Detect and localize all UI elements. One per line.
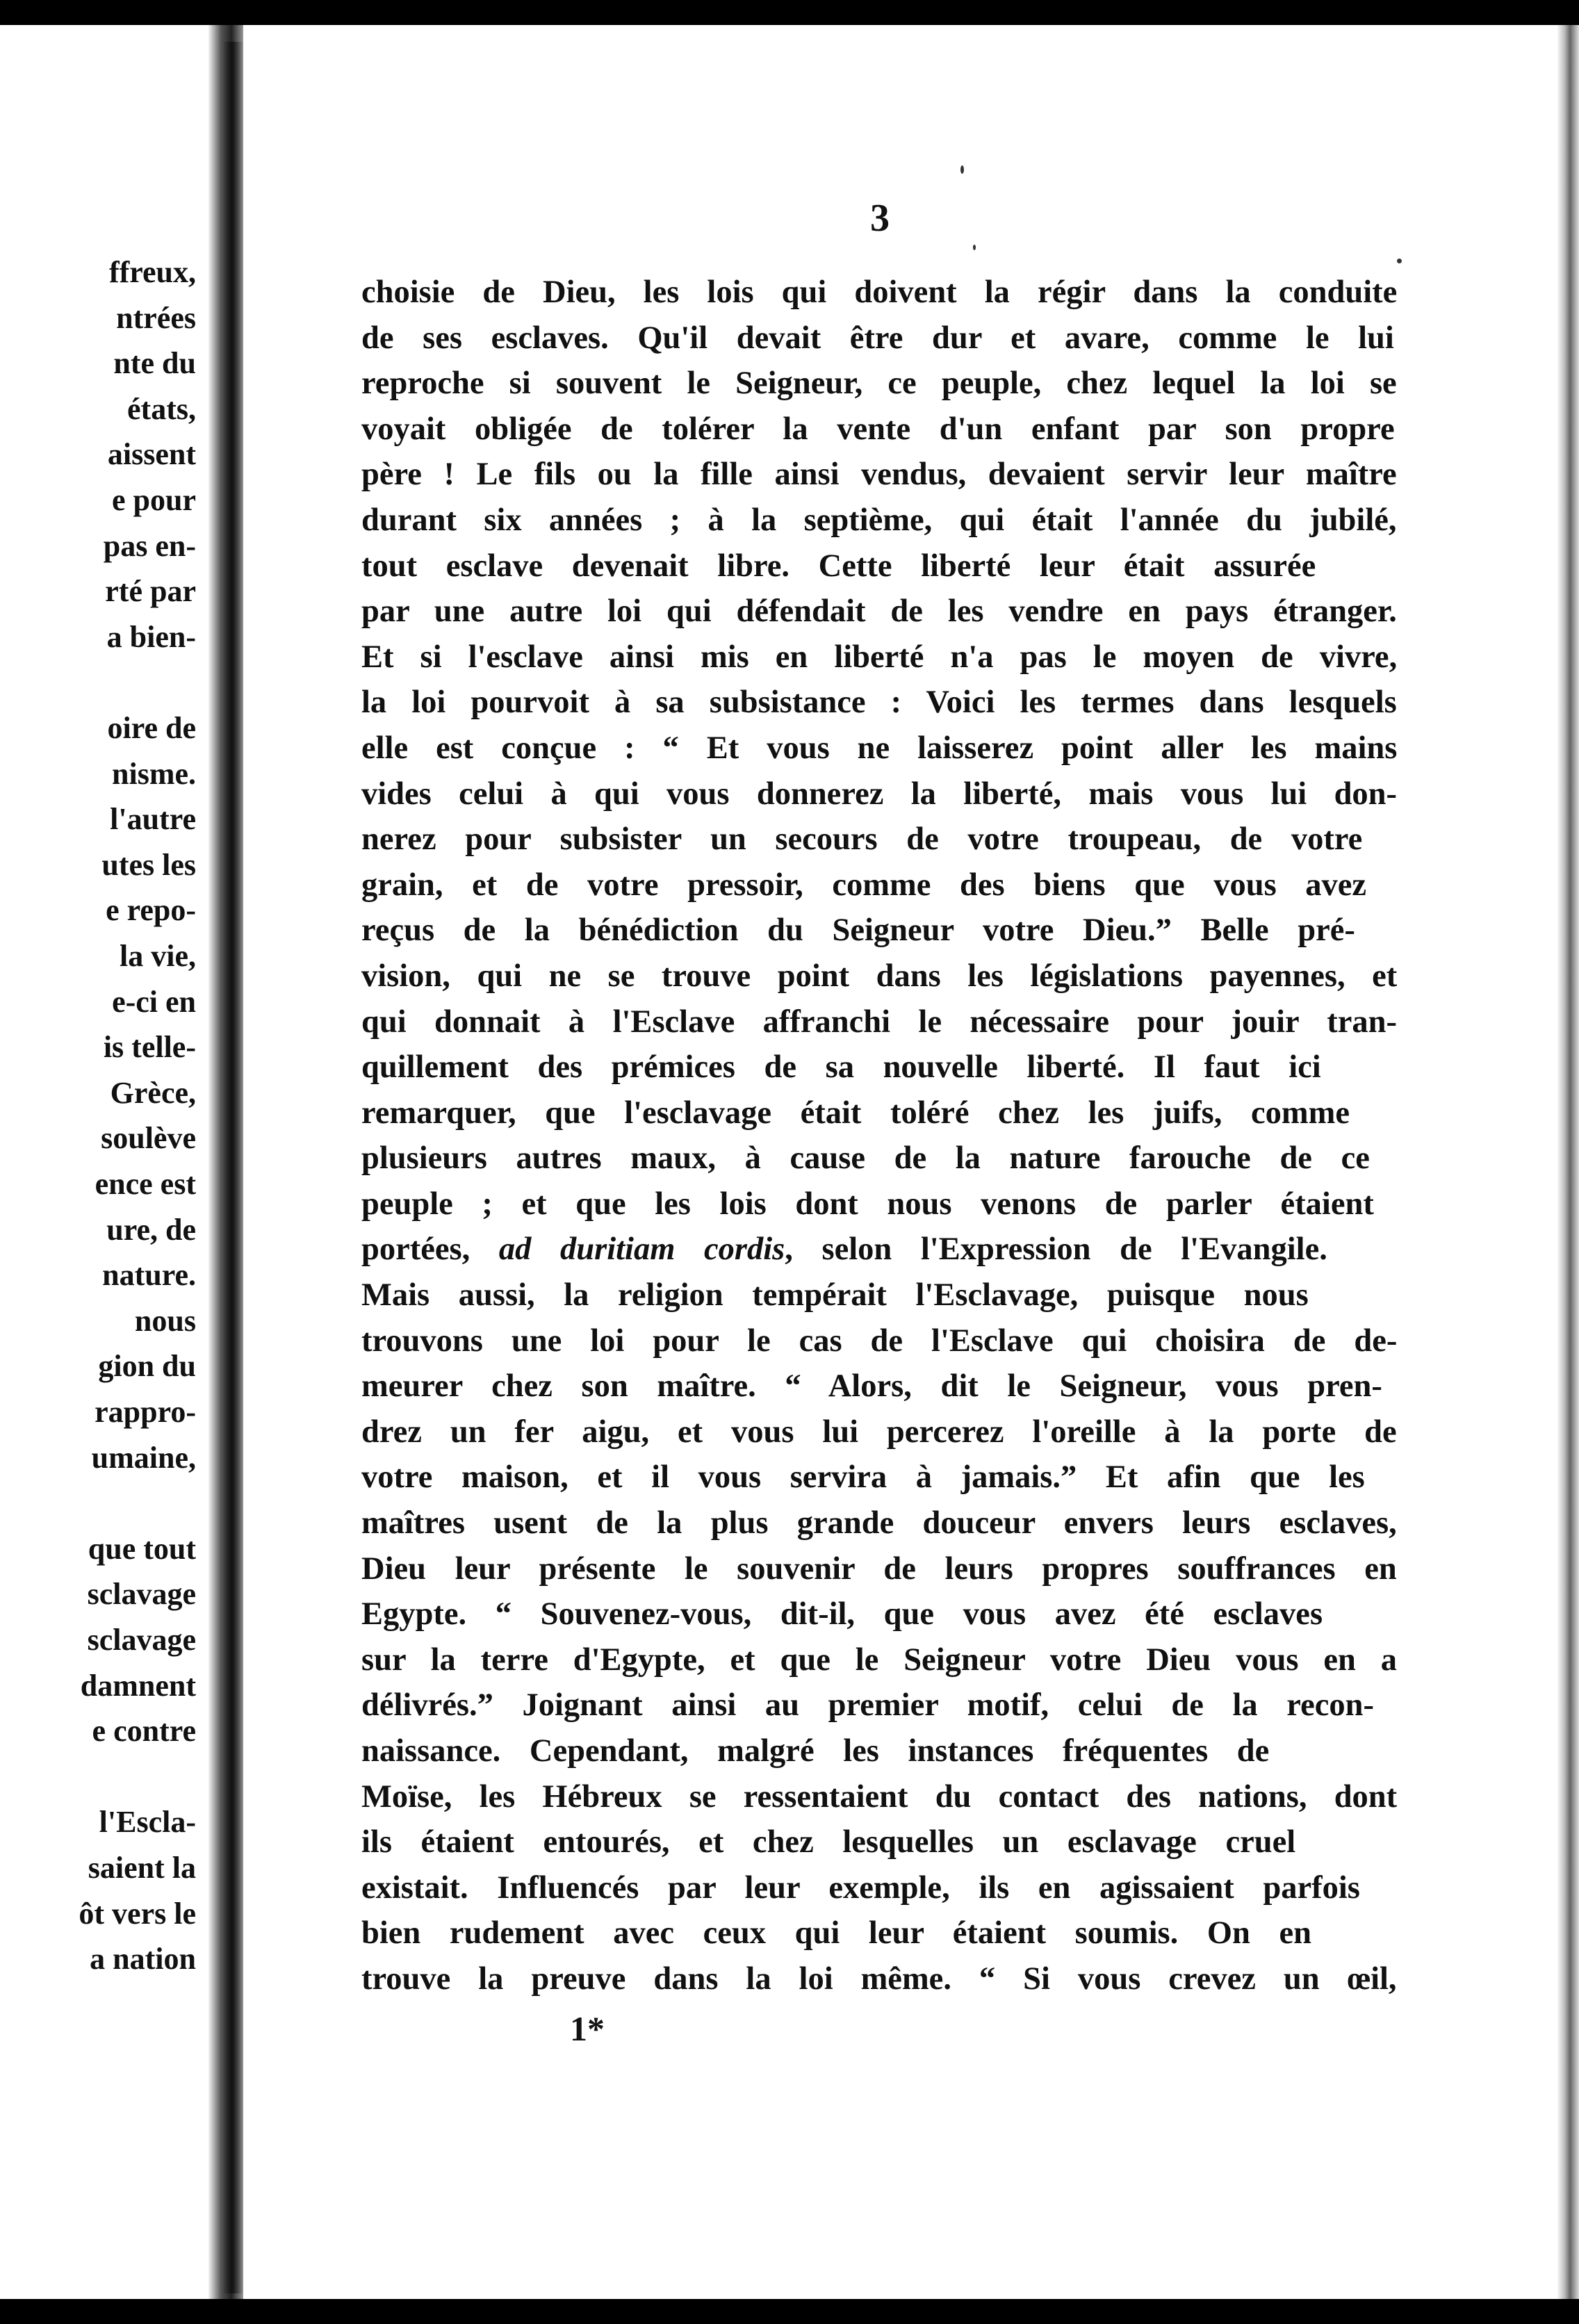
- left-facing-page: [0, 25, 208, 2299]
- latin-phrase: ad duritiam cordis: [498, 1231, 785, 1268]
- left-page-line: a nation: [90, 1942, 196, 1977]
- text-line: bien rudement avec ceux qui leur étaient soumis. On en: [361, 1915, 1312, 1951]
- text-line: meurer chez son maître. “ Alors, dit le Seigneur, vous pren-: [361, 1368, 1382, 1405]
- left-page-line: la vie,: [120, 939, 196, 973]
- left-page-line: nisme.: [112, 756, 196, 791]
- text-line: de ses esclaves. Qu'il devait être dur et avare, comme le lui: [361, 320, 1394, 356]
- page-number: 3: [870, 197, 890, 240]
- text-line: la loi pourvoit à sa subsistance : Voici les termes dans lesquels: [361, 685, 1397, 721]
- text-line: choisie de Dieu, les lois qui doivent la régir dans la conduite: [361, 275, 1398, 310]
- left-page-line: is telle-: [103, 1030, 196, 1065]
- text-line: qui donnait à l'Esclave affranchi le nécessaire pour jouir tran-: [361, 1004, 1397, 1040]
- left-page-line: soulève: [101, 1121, 196, 1156]
- left-page-line: aissent: [107, 437, 196, 472]
- left-page-line: ntrées: [116, 300, 196, 335]
- page-edge: [1557, 25, 1579, 2299]
- left-page-line: ure, de: [106, 1212, 196, 1247]
- text-line: plusieurs autres maux, à cause de la nature farouche de ce: [361, 1140, 1370, 1177]
- text-line: trouvons une loi pour le cas de l'Esclave qui choisira de de-: [361, 1323, 1398, 1359]
- left-page-line: oire de: [107, 711, 196, 745]
- text-line: voyait obligée de tolérer la vente d'un enfant par son propre: [361, 411, 1395, 447]
- ink-speck: [973, 245, 976, 250]
- left-page-line: utes les: [101, 847, 196, 882]
- left-page-line: sclavage: [87, 1577, 196, 1612]
- left-page-line: damnent: [80, 1668, 196, 1703]
- left-page-line: ffreux,: [108, 255, 196, 289]
- text-line: nerez pour subsister un secours de votre troupeau, de votre: [361, 821, 1363, 858]
- text-line: vision, qui ne se trouve point dans les législations payennes, et: [361, 958, 1398, 994]
- signature-mark: 1*: [570, 2009, 605, 2048]
- text-line: trouve la preuve dans la loi même. “ Si vous crevez un œil,: [361, 1961, 1397, 1997]
- left-page-line: e contre: [92, 1714, 196, 1749]
- text-line: quillement des prémices de sa nouvelle liberté. Il faut ici: [361, 1049, 1321, 1086]
- text-line: Dieu leur présente le souvenir de leurs propres souffrances en: [361, 1550, 1397, 1587]
- left-page-line: rappro-: [95, 1395, 196, 1429]
- left-page-line: ence est: [95, 1167, 196, 1201]
- text-line: grain, et de votre pressoir, comme des biens que vous avez: [361, 867, 1367, 903]
- text-line: Egypte. “ Souvenez-vous, dit-il, que vous avez été esclaves: [361, 1596, 1323, 1632]
- left-page-line: a bien-: [106, 619, 196, 654]
- text-line: ils étaient entourés, et chez lesquelles un esclavage cruel: [361, 1824, 1296, 1860]
- left-page-line: Grèce,: [110, 1075, 196, 1110]
- left-page-line: sclavage: [87, 1623, 196, 1657]
- ink-speck: [960, 165, 964, 174]
- left-page-line: pas en-: [103, 528, 196, 563]
- left-page-line: saient la: [88, 1851, 196, 1885]
- page-body-text: [361, 270, 1397, 2002]
- text-line: délivrés.” Joignant ainsi au premier motif, celui de la recon-: [361, 1687, 1374, 1724]
- left-page-line: e pour: [112, 483, 196, 517]
- ink-speck: [1397, 259, 1402, 263]
- text-line: reproche si souvent le Seigneur, ce peuple, chez lequel la loi se: [361, 366, 1397, 402]
- text-line: père ! Le fils ou la fille ainsi vendus, devaient servir leur maître: [361, 457, 1397, 493]
- left-page-line: gion du: [98, 1349, 196, 1384]
- gutter-shadow: [222, 42, 243, 2293]
- left-page-line: l'autre: [110, 802, 196, 837]
- text-line: vides celui à qui vous donnerez la liberté, mais vous lui don-: [361, 776, 1398, 812]
- text-line: Mais aussi, la religion tempérait l'Esclavage, puisque nous: [361, 1277, 1309, 1314]
- text-line: par une autre loi qui défendait de les vendre en pays étranger.: [361, 594, 1397, 630]
- left-page-line: états,: [127, 391, 196, 426]
- text-line: votre maison, et il vous servira à jamais.” Et afin que les: [361, 1459, 1365, 1496]
- left-page-line: rté par: [105, 574, 196, 609]
- left-page-line: e repo-: [106, 893, 196, 928]
- text-line: portées, ad duritiam cordis, selon l'Expression de l'Evangile.: [361, 1231, 1327, 1268]
- text-line: existait. Influencés par leur exemple, ils en agissaient parfois: [361, 1869, 1360, 1906]
- text-line: peuple ; et que les lois dont nous venons de parler étaient: [361, 1186, 1374, 1222]
- text-line: Et si l'esclave ainsi mis en liberté n'a pas le moyen de vivre,: [361, 639, 1398, 675]
- left-page-line: nte du: [113, 346, 196, 381]
- text-line: reçus de la bénédiction du Seigneur votre Dieu.” Belle pré-: [361, 913, 1355, 949]
- text-line: elle est conçue : “ Et vous ne laisserez point aller les mains: [361, 730, 1398, 766]
- text-line: Moïse, les Hébreux se ressentaient du contact des nations, dont: [361, 1778, 1398, 1815]
- left-page-line: umaine,: [91, 1440, 196, 1475]
- text-line: naissance. Cependant, malgré les instances fréquentes de: [361, 1733, 1270, 1769]
- text-line: maîtres usent de la plus grande douceur envers leurs esclaves,: [361, 1505, 1397, 1541]
- left-page-line: l'Escla-: [99, 1805, 196, 1840]
- left-page-line: nature.: [102, 1258, 196, 1293]
- left-page-line: ôt vers le: [79, 1896, 196, 1931]
- text-line: sur la terre d'Egypte, et que le Seigneur votre Dieu vous en a: [361, 1642, 1398, 1678]
- left-page-line: nous: [134, 1303, 196, 1338]
- text-line: durant six années ; à la septième, qui était l'année du jubilé,: [361, 502, 1397, 538]
- text-line: tout esclave devenait libre. Cette liberté leur était assurée: [361, 548, 1316, 584]
- left-page-line: que tout: [88, 1531, 196, 1566]
- text-line: drez un fer aigu, et vous lui percerez l'oreille à la porte de: [361, 1414, 1397, 1450]
- left-page-line: e-ci en: [112, 984, 196, 1019]
- text-line: remarquer, que l'esclavage était toléré chez les juifs, comme: [361, 1095, 1350, 1131]
